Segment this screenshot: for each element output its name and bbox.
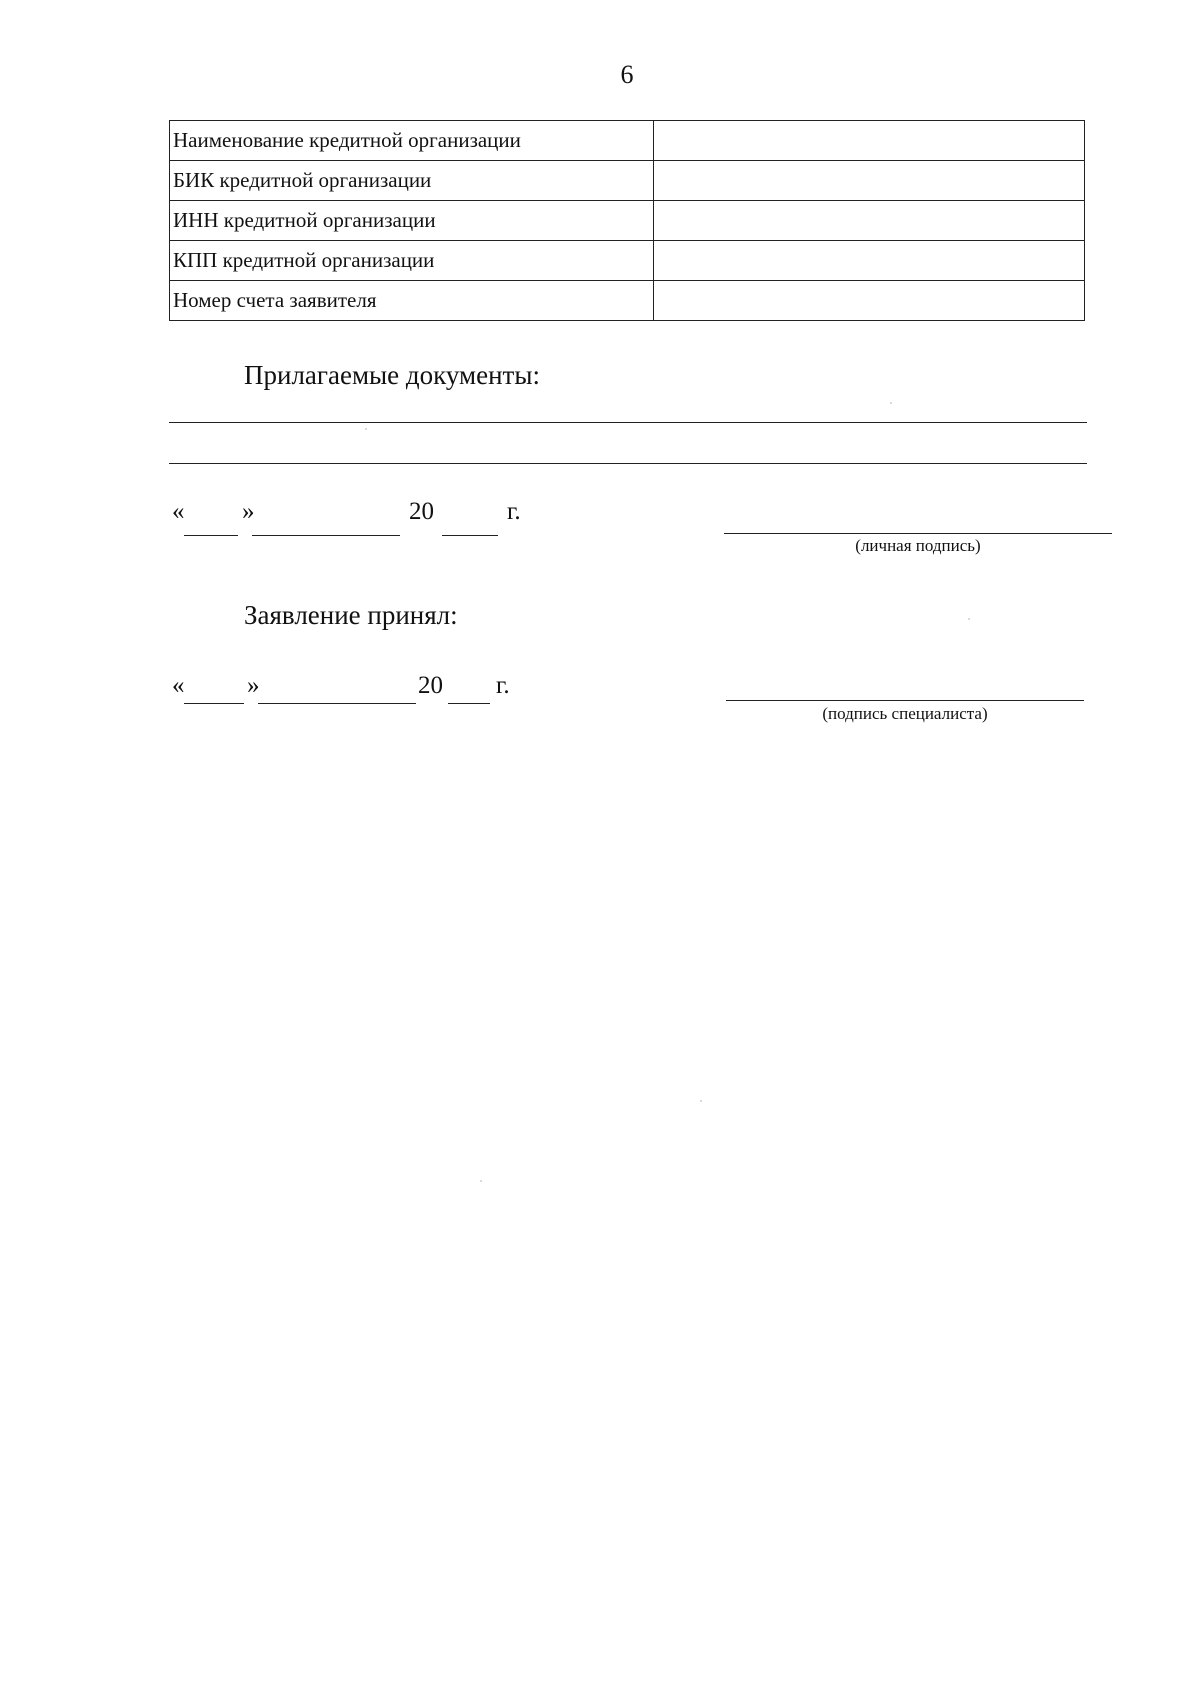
bank-name-value [654, 121, 1085, 161]
day-blank [184, 703, 244, 704]
kpp-value [654, 241, 1085, 281]
acceptance-heading: Заявление принял: [244, 600, 458, 630]
personal-signature-caption: (личная подпись) [855, 536, 981, 555]
attachments-heading: Прилагаемые документы: [244, 360, 540, 390]
account-number-value [654, 281, 1085, 321]
open-quote: « [172, 498, 185, 525]
year-suffix: г. [496, 672, 510, 699]
inn-label: ИНН кредитной организации [170, 201, 654, 241]
attachments-line-2 [169, 463, 1087, 464]
bik-value [654, 161, 1085, 201]
scan-speck [365, 428, 367, 430]
kpp-label: КПП кредитной организации [170, 241, 654, 281]
table-row [170, 281, 1085, 321]
page-number: 6 [620, 60, 634, 89]
year-blank [448, 703, 490, 704]
month-blank [252, 535, 400, 536]
table-row [170, 121, 1085, 161]
account-number-label: Номер счета заявителя [170, 281, 654, 321]
scan-speck [968, 618, 970, 620]
attachments-line-1 [169, 422, 1087, 423]
table-row [170, 241, 1085, 281]
month-blank [258, 703, 416, 704]
specialist-signature-line [726, 700, 1084, 701]
scan-speck [480, 1180, 482, 1182]
bik-label: БИК кредитной организации [170, 161, 654, 201]
close-quote: » [242, 498, 255, 525]
bank-details-table [169, 120, 1085, 321]
year-suffix: г. [507, 498, 521, 525]
bank-name-label: Наименование кредитной организации [170, 121, 654, 161]
specialist-signature-caption: (подпись специалиста) [822, 704, 988, 723]
scan-speck [700, 1100, 702, 1102]
century: 20 [418, 672, 443, 699]
table-row [170, 201, 1085, 241]
table-row [170, 161, 1085, 201]
open-quote: « [172, 672, 185, 699]
personal-signature-line [724, 533, 1112, 534]
inn-value [654, 201, 1085, 241]
century: 20 [409, 498, 434, 525]
year-blank [442, 535, 498, 536]
day-blank [184, 535, 238, 536]
close-quote: » [247, 672, 260, 699]
scan-speck [890, 402, 892, 404]
